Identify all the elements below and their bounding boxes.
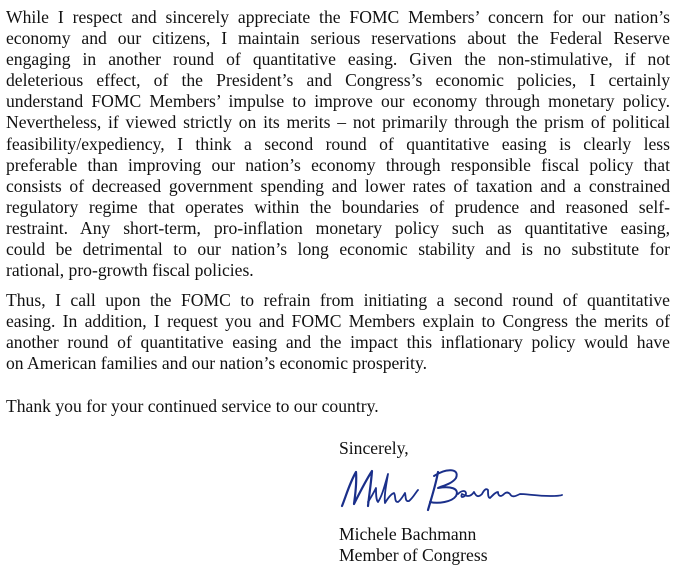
text-line: deleterious effect, of the President’s and Congress’s economic policies, I certainly [6, 70, 670, 91]
text-line: Thank you for your continued service to our country. [6, 396, 379, 416]
text-line: understand FOMC Members’ impulse to improve our economy through monetary policy. [6, 91, 670, 112]
text-line: on American families and our nation’s economic prosperity. [6, 353, 427, 374]
text-line: easing. In addition, I request you and FOMC Members explain to Congress the merits of [6, 311, 670, 332]
paragraph-3 [6, 396, 670, 417]
text-line: economy and our citizens, I maintain serious reservations about the Federal Reserve [6, 28, 670, 49]
signer-title: Member of Congress [339, 545, 488, 565]
text-line: another round of quantitative easing and the impact this inflationary policy would have [6, 332, 670, 353]
closing-salutation: Sincerely, [339, 438, 409, 458]
text-line: restraint. Any short-term, pro-inflation monetary policy such as quantitative easing, [6, 217, 670, 238]
text-line: feasibility/expediency, I think a second round of quantitative easing is clearly less [6, 133, 670, 154]
signature-strokes [342, 470, 562, 510]
handwritten-signature [338, 462, 563, 520]
signer-name: Michele Bachmann [339, 524, 477, 544]
text-line: could be detrimental to our nation’s long economic stability and is no substitute for [6, 239, 670, 260]
text-line: While I respect and sincerely appreciate the FOMC Members’ concern for our nation’s [6, 7, 670, 27]
paragraph-2 [6, 290, 670, 374]
text-line: rational, pro-growth fiscal policies. [6, 260, 254, 281]
text-line: Nevertheless, if viewed strictly on its merits – not primarily through the prism of political [6, 112, 670, 133]
text-line: engaging in another round of quantitative easing. Given the non-stimulative, if not [6, 49, 670, 70]
text-line: consists of decreased government spending and lower rates of taxation and a constrained [6, 175, 670, 196]
paragraph-1 [6, 7, 670, 281]
text-line: regulatory regime that operates within the boundaries of prudence and reasoned self- [6, 196, 670, 217]
text-line: Thus, I call upon the FOMC to refrain from initiating a second round of quantitative [6, 290, 670, 310]
text-line: preferable than improving our nation’s economy through responsible fiscal policy that [6, 154, 670, 175]
